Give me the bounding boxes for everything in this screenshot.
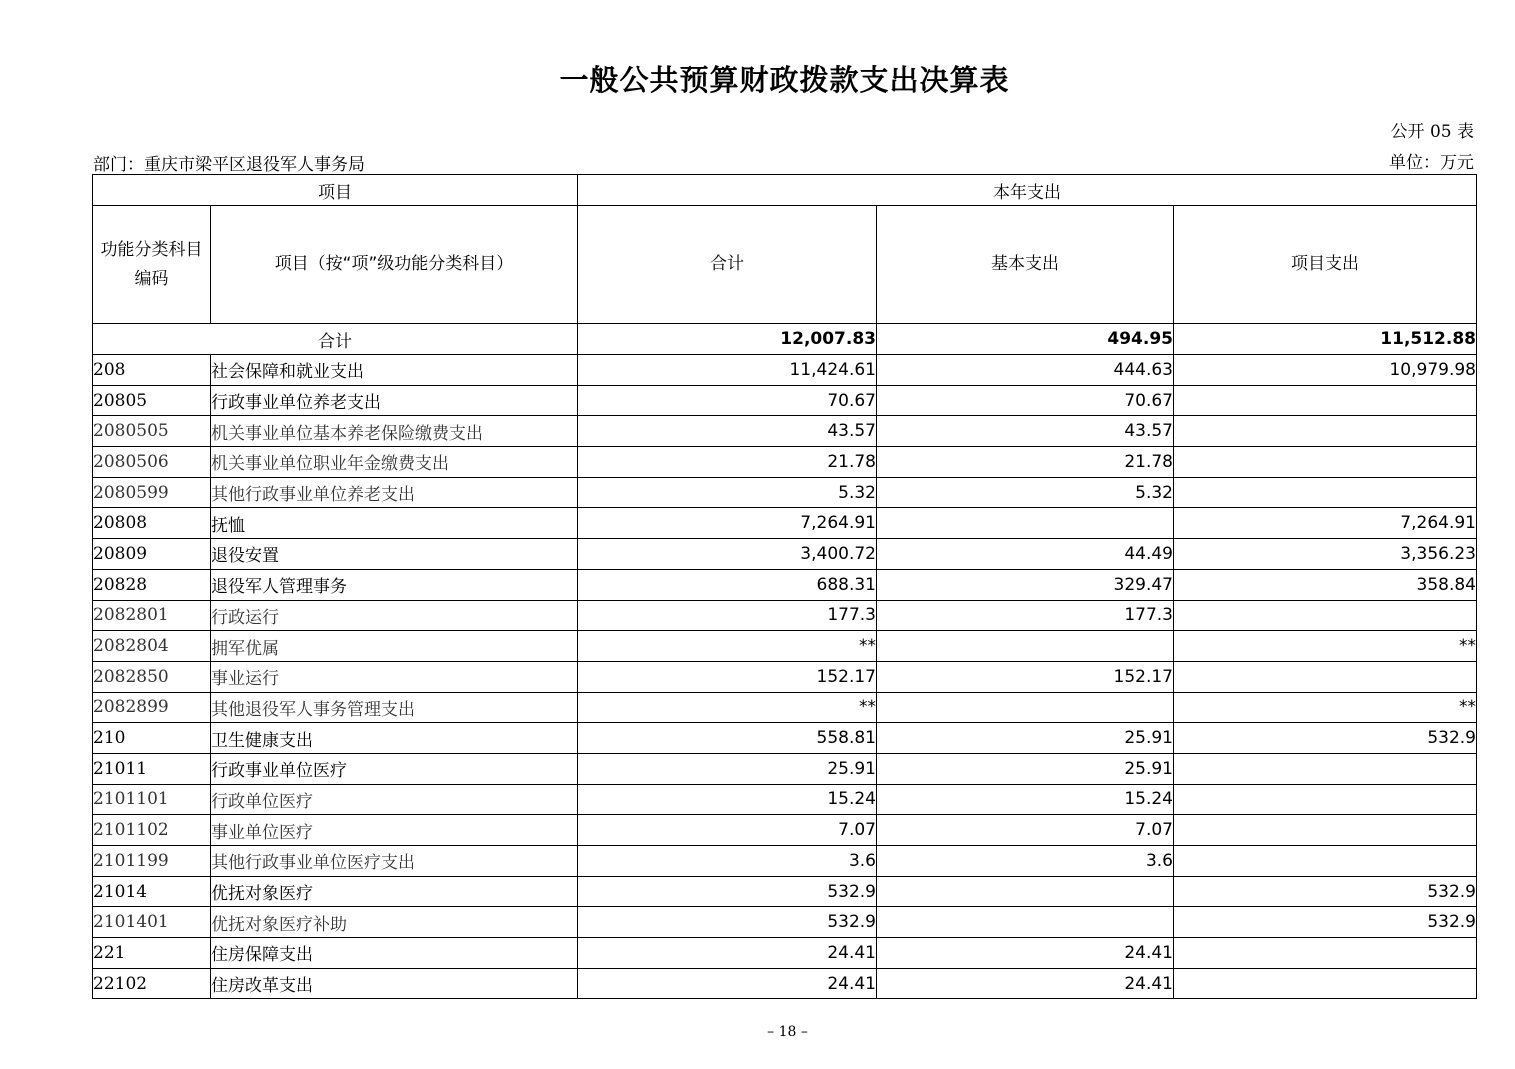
row-basic: 177.3	[877, 600, 1174, 631]
table-row	[93, 692, 1477, 723]
header-code-line2: 编码	[134, 268, 169, 289]
row-code: 22102	[93, 968, 211, 999]
row-project	[1174, 938, 1477, 969]
row-project	[1174, 661, 1477, 692]
row-total: 21.78	[578, 447, 877, 478]
row-project	[1174, 477, 1477, 508]
row-basic: 444.63	[877, 355, 1174, 386]
row-name: 行政运行	[211, 600, 578, 631]
row-basic: 15.24	[877, 784, 1174, 815]
page-number: – 18 –	[767, 1024, 808, 1040]
row-name: 卫生健康支出	[211, 723, 578, 754]
expenditure-table	[92, 174, 1477, 999]
table-row	[93, 447, 1477, 478]
row-project	[1174, 385, 1477, 416]
row-total: 43.57	[578, 416, 877, 447]
unit-label: 单位：万元	[1389, 153, 1474, 173]
row-project	[1174, 784, 1477, 815]
row-total: 25.91	[578, 753, 877, 784]
form-number: 公开 05 表	[1390, 122, 1474, 142]
row-code: 2082801	[93, 600, 211, 631]
row-basic	[877, 876, 1174, 907]
total-amount: 12,007.83	[578, 324, 877, 355]
row-total: 5.32	[578, 477, 877, 508]
row-basic: 7.07	[877, 815, 1174, 846]
row-total: 558.81	[578, 723, 877, 754]
row-code: 2080505	[93, 416, 211, 447]
row-code: 2101401	[93, 907, 211, 938]
row-name: 机关事业单位职业年金缴费支出	[211, 447, 578, 478]
row-basic: 70.67	[877, 385, 1174, 416]
row-name: 退役安置	[211, 539, 578, 570]
row-code: 2101101	[93, 784, 211, 815]
row-name: 机关事业单位基本养老保险缴费支出	[211, 416, 578, 447]
row-name: 其他行政事业单位医疗支出	[211, 846, 578, 877]
row-project: 532.9	[1174, 876, 1477, 907]
table-row	[93, 846, 1477, 877]
table-row	[93, 723, 1477, 754]
row-name: 住房保障支出	[211, 938, 578, 969]
header-row-2	[93, 206, 1477, 324]
row-code: 210	[93, 723, 211, 754]
header-row-1	[93, 175, 1477, 206]
row-basic: 21.78	[877, 447, 1174, 478]
row-basic	[877, 692, 1174, 723]
table-row	[93, 539, 1477, 570]
department-label: 部门：重庆市梁平区退役军人事务局	[93, 155, 365, 175]
row-project	[1174, 447, 1477, 478]
row-total: 688.31	[578, 569, 877, 600]
table-row	[93, 784, 1477, 815]
total-label: 合计	[93, 324, 578, 355]
row-basic: 5.32	[877, 477, 1174, 508]
row-name: 行政事业单位医疗	[211, 753, 578, 784]
row-name: 拥军优属	[211, 631, 578, 662]
row-total: **	[578, 631, 877, 662]
row-name: 优抚对象医疗补助	[211, 907, 578, 938]
row-code: 2101102	[93, 815, 211, 846]
row-basic: 329.47	[877, 569, 1174, 600]
row-total: 70.67	[578, 385, 877, 416]
row-code: 20805	[93, 385, 211, 416]
row-basic	[877, 631, 1174, 662]
row-total: 7,264.91	[578, 508, 877, 539]
row-total: 24.41	[578, 938, 877, 969]
row-basic: 24.41	[877, 938, 1174, 969]
table-row	[93, 385, 1477, 416]
header-current-year: 本年支出	[578, 175, 1477, 206]
row-basic: 25.91	[877, 723, 1174, 754]
row-basic: 25.91	[877, 753, 1174, 784]
row-code: 2080506	[93, 447, 211, 478]
row-total: **	[578, 692, 877, 723]
row-project	[1174, 846, 1477, 877]
table-row	[93, 631, 1477, 662]
row-code: 2082899	[93, 692, 211, 723]
total-basic: 494.95	[877, 324, 1174, 355]
row-code: 21011	[93, 753, 211, 784]
table-row	[93, 968, 1477, 999]
row-basic	[877, 508, 1174, 539]
row-name: 事业运行	[211, 661, 578, 692]
row-project	[1174, 600, 1477, 631]
total-row	[93, 324, 1477, 355]
total-project: 11,512.88	[1174, 324, 1477, 355]
row-name: 事业单位医疗	[211, 815, 578, 846]
row-basic: 3.6	[877, 846, 1174, 877]
row-total: 177.3	[578, 600, 877, 631]
table-row	[93, 477, 1477, 508]
table-row	[93, 569, 1477, 600]
row-total: 3,400.72	[578, 539, 877, 570]
table-row	[93, 907, 1477, 938]
table-row	[93, 416, 1477, 447]
row-project: 10,979.98	[1174, 355, 1477, 386]
table-row	[93, 938, 1477, 969]
header-code-column	[93, 206, 211, 324]
row-code: 20809	[93, 539, 211, 570]
row-name: 其他退役军人事务管理支出	[211, 692, 578, 723]
row-project: 3,356.23	[1174, 539, 1477, 570]
row-basic: 24.41	[877, 968, 1174, 999]
row-name: 行政单位医疗	[211, 784, 578, 815]
row-project: 532.9	[1174, 723, 1477, 754]
row-total: 532.9	[578, 876, 877, 907]
row-project	[1174, 815, 1477, 846]
row-name: 优抚对象医疗	[211, 876, 578, 907]
row-project: 532.9	[1174, 907, 1477, 938]
row-project	[1174, 968, 1477, 999]
header-total-column: 合计	[578, 206, 877, 324]
page-title: 一般公共预算财政拨款支出决算表	[559, 63, 1010, 97]
table-row	[93, 355, 1477, 386]
row-code: 221	[93, 938, 211, 969]
row-name: 社会保障和就业支出	[211, 355, 578, 386]
table-row	[93, 508, 1477, 539]
table-row	[93, 876, 1477, 907]
row-project	[1174, 753, 1477, 784]
row-total: 24.41	[578, 968, 877, 999]
row-name: 抚恤	[211, 508, 578, 539]
row-total: 7.07	[578, 815, 877, 846]
row-name: 其他行政事业单位养老支出	[211, 477, 578, 508]
row-basic: 44.49	[877, 539, 1174, 570]
row-code: 2080599	[93, 477, 211, 508]
row-name: 行政事业单位养老支出	[211, 385, 578, 416]
row-total: 3.6	[578, 846, 877, 877]
row-basic: 152.17	[877, 661, 1174, 692]
table-row	[93, 600, 1477, 631]
table-row	[93, 661, 1477, 692]
row-total: 532.9	[578, 907, 877, 938]
row-basic	[877, 907, 1174, 938]
row-code: 2082850	[93, 661, 211, 692]
row-name: 退役军人管理事务	[211, 569, 578, 600]
row-name: 住房改革支出	[211, 968, 578, 999]
header-project: 项目	[93, 175, 578, 206]
row-code: 208	[93, 355, 211, 386]
row-project: **	[1174, 692, 1477, 723]
row-code: 20808	[93, 508, 211, 539]
row-project: 358.84	[1174, 569, 1477, 600]
row-basic: 43.57	[877, 416, 1174, 447]
row-code: 21014	[93, 876, 211, 907]
row-project: 7,264.91	[1174, 508, 1477, 539]
row-total: 15.24	[578, 784, 877, 815]
table-row	[93, 815, 1477, 846]
row-project: **	[1174, 631, 1477, 662]
header-project-column: 项目支出	[1174, 206, 1477, 324]
row-total: 152.17	[578, 661, 877, 692]
row-code: 2101199	[93, 846, 211, 877]
row-total: 11,424.61	[578, 355, 877, 386]
row-project	[1174, 416, 1477, 447]
header-code-line1: 功能分类科目	[100, 239, 203, 260]
row-code: 2082804	[93, 631, 211, 662]
row-code: 20828	[93, 569, 211, 600]
header-name-column: 项目（按“项”级功能分类科目）	[211, 206, 578, 324]
table-row	[93, 753, 1477, 784]
header-basic-column: 基本支出	[877, 206, 1174, 324]
